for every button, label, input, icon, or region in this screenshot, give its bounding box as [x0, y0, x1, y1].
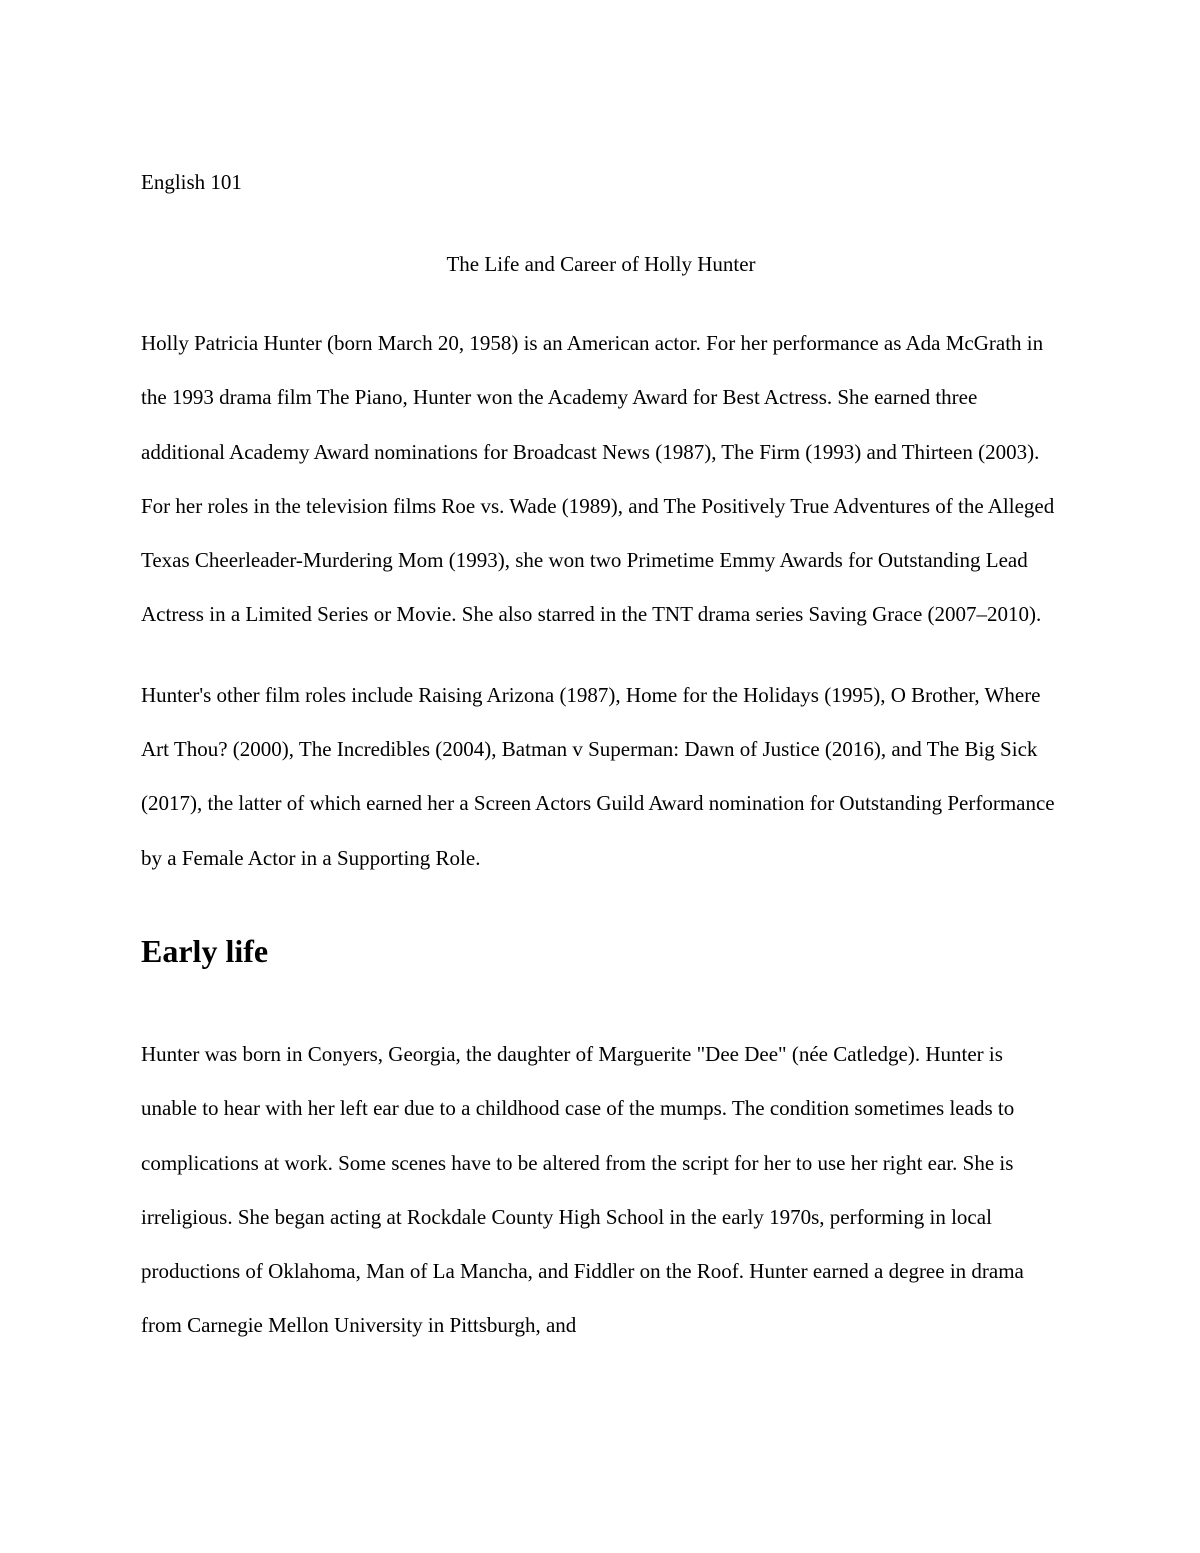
early-life-paragraph: Hunter was born in Conyers, Georgia, the daughter of Marguerite "Dee Dee" (née Catledge). Hunter is unable to hear with her left ear due to a childhood case of the mumps. The condition sometimes leads to complications at work. Some scenes have to be altered from the script for her to use her right ear. She is irreligious. She began acting at Rockdale County High School in the early 1970s, performing in local productions of Oklahoma, Man of La Mancha, and Fiddler on the Roof. Hunter earned a degree in drama from Carnegie Mellon University in Pittsburgh, and — [141, 1041, 1024, 1338]
document-body — [141, 166, 1061, 1353]
course-name: English 101 — [141, 170, 242, 194]
section-heading-early-life: Early life — [141, 932, 269, 969]
document-title: The Life and Career of Holly Hunter — [446, 252, 756, 276]
intro-paragraph-2: Hunter's other film roles include Raising Arizona (1987), Home for the Holidays (1995), O Brother, Where Art Thou? (2000), The Incredibles (2004), Batman v Superman: Dawn of Justice (2016), and The Big Sick (2017), the latter of which earned her a Screen Actors Guild Award nomination for Outstanding Performance by a Female Actor in a Supporting Role. — [141, 682, 1055, 870]
intro-paragraph-1: Holly Patricia Hunter (born March 20, 1958) is an American actor. For her performance as Ada McGrath in the 1993 drama film The Piano, Hunter won the Academy Award for Best Actress. She earned three additional Academy Award nominations for Broadcast News (1987), The Firm (1993) and Thirteen (2003). For her roles in the television films Roe vs. Wade (1989), and The Positively True Adventures of the Alleged Texas Cheerleader-Murdering Mom (1993), she won two Primetime Emmy Awards for Outstanding Lead Actress in a Limited Series or Movie. She also starred in the TNT drama series Saving Grace (2007–2010). — [141, 331, 1055, 627]
